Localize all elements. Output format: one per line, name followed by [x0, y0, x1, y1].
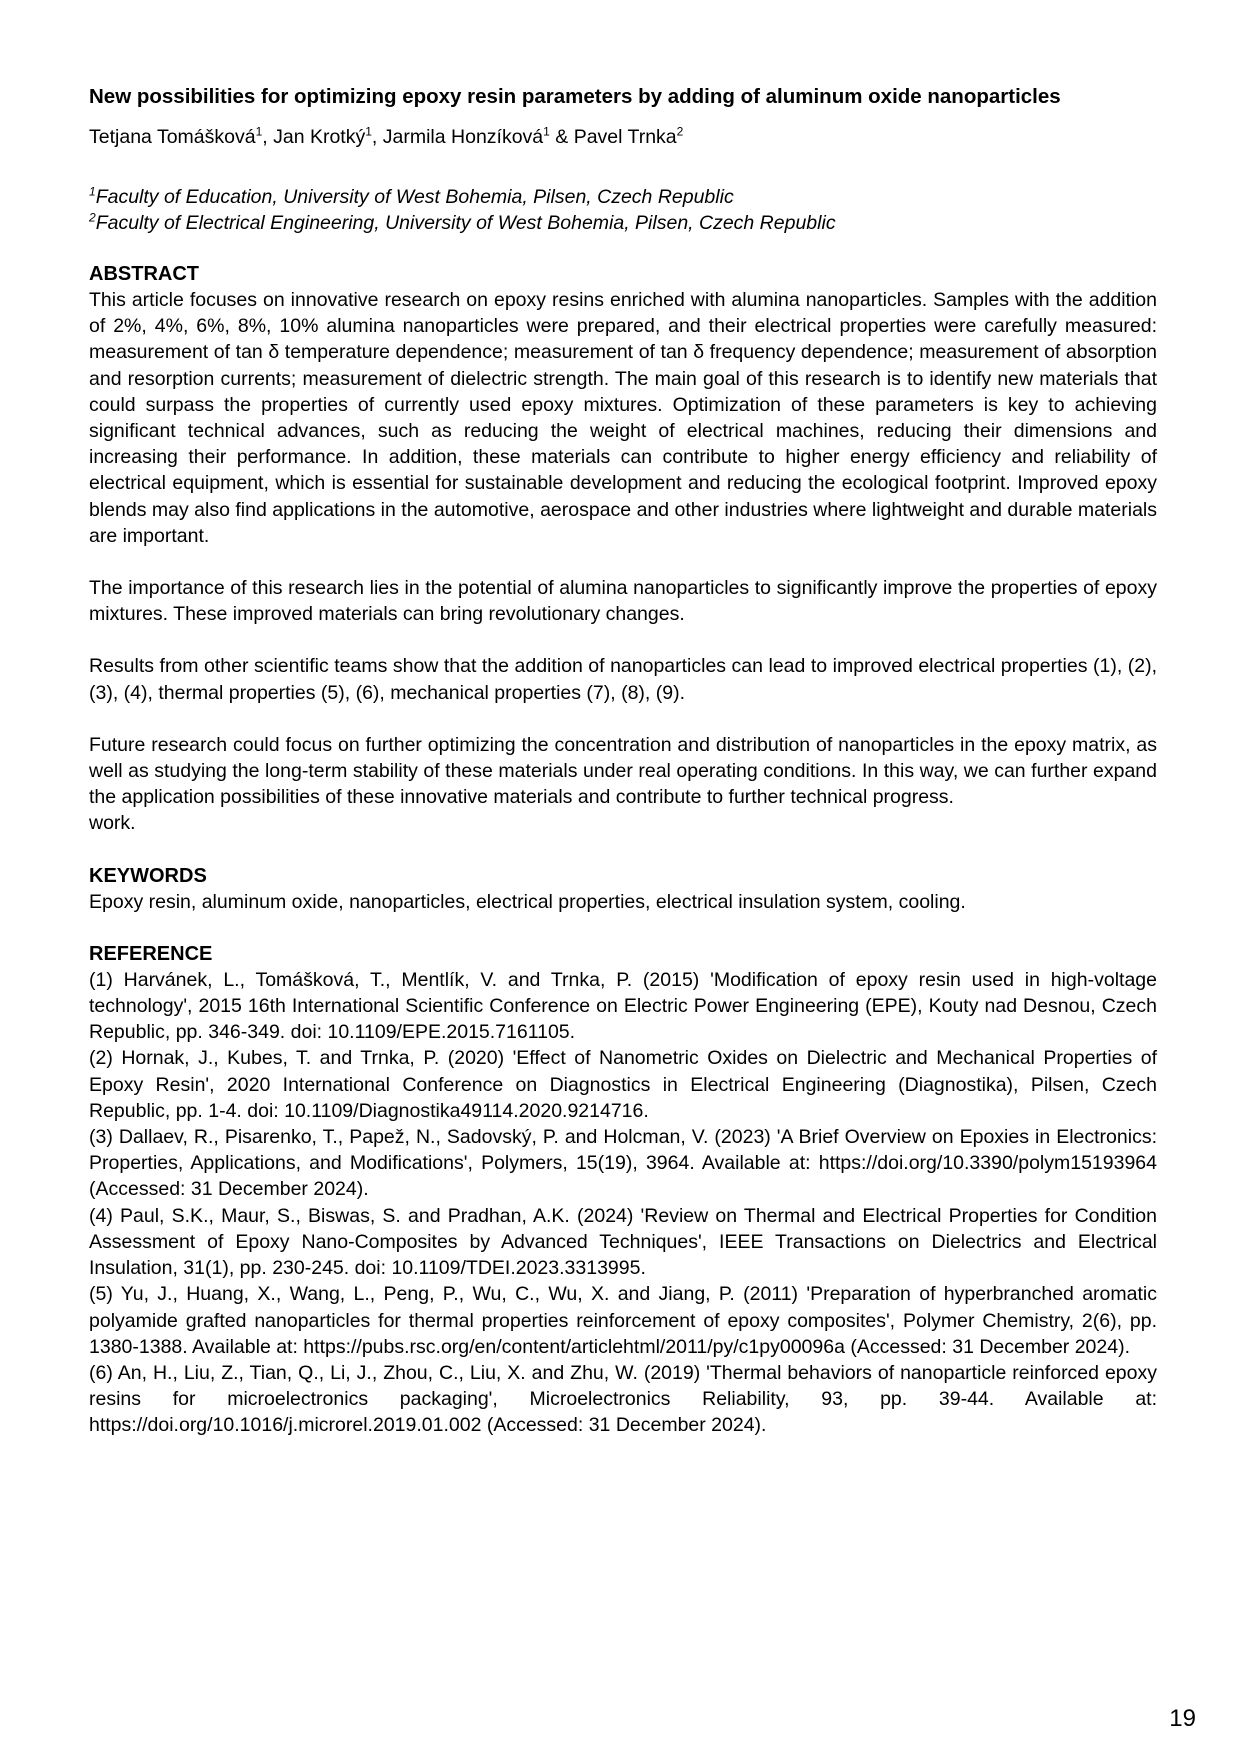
affiliation-line	[89, 210, 1157, 236]
author-separator: ,	[371, 126, 383, 148]
reference-item: (6) An, H., Liu, Z., Tian, Q., Li, J., Zhou, C., Liu, X. and Zhu, W. (2019) 'Thermal behaviors of nanoparticle reinforced epoxy resins for microelectronics packaging', Microelectronics Reliability, 93, pp. 39-44. Available at: https://doi.org/10.1016/j.microrel.2019.01.002 (Accessed: 31 December 2024).	[89, 1361, 1157, 1437]
affiliation-line	[89, 184, 1157, 210]
author-name: Pavel Trnka	[573, 126, 677, 148]
abstract-paragraph: The importance of this research lies in the potential of alumina nanoparticles to significantly improve the properties of epoxy mixtures. These improved materials can bring revolutionary changes.	[89, 577, 1157, 626]
author-list	[89, 124, 1157, 150]
abstract-paragraph: Results from other scientific teams show that the addition of nanoparticles can lead to improved electrical properties (1), (2), (3), (4), thermal properties (5), (6), mechanical properties (7), (8), (9).	[89, 655, 1157, 704]
abstract-paragraph: This article focuses on innovative research on epoxy resins enriched with alumina nanoparticles. Samples with the addition of 2%, 4%, 6%, 8%, 10% alumina nanoparticles were prepared, and their electrical properties were carefully measured: measurement of tan δ temperature dependence; measurement of tan δ frequency dependence; measurement of absorption and resorption currents; measurement of dielectric strength. The main goal of this research is to identify new materials that could surpass the properties of currently used epoxy mixtures. Optimization of these parameters is key to achieving significant technical advances, such as reducing the weight of electrical machines, reducing their dimensions and increasing their performance. In addition, these materials can contribute to higher energy efficiency and reliability of electrical equipment, which is essential for sustainable development and reducing the ecological footprint. Improved epoxy blends may also find applications in the automotive, aerospace and other industries where lightweight and durable materials are important.	[89, 289, 1157, 547]
reference-item: (5) Yu, J., Huang, X., Wang, L., Peng, P., Wu, C., Wu, X. and Jiang, P. (2011) 'Preparation of hyperbranched aromatic polyamide grafted nanoparticles for thermal properties reinforcement of epoxy composites', Polymer Chemistry, 2(6), pp. 1380-1388. Available at: https://pubs.rsc.org/en/content/articlehtml/2011/py/c1py00096a (Accessed: 31 December 2024).	[89, 1283, 1157, 1358]
paper-title: New possibilities for optimizing epoxy resin parameters by adding of aluminum oxide nanoparticles	[89, 85, 1061, 108]
abstract-heading: ABSTRACT	[89, 263, 199, 285]
abstract-trailing-line: work.	[89, 812, 136, 835]
affiliation-mark: 1	[89, 184, 96, 199]
affiliation-mark: 2	[89, 210, 96, 225]
affiliation-list	[89, 184, 1157, 236]
page-number: 19	[1169, 1705, 1196, 1732]
author-separator: &	[549, 126, 574, 148]
author-affiliation-mark: 1	[255, 124, 263, 139]
reference-item: (2) Hornak, J., Kubes, T. and Trnka, P. (2020) 'Effect of Nanometric Oxides on Dielectric and Mechanical Properties of Epoxy Resin', 2020 International Conference on Diagnostics in Electrical Engineering (Diagnostika), Pilsen, Czech Republic, pp. 1-4. doi: 10.1109/Diagnostika49114.2020.9214716.	[89, 1047, 1157, 1122]
reference-item: (1) Harvánek, L., Tomášková, T., Mentlík, V. and Trnka, P. (2015) 'Modification of epoxy resin used in high-voltage technology', 2015 16th International Scientific Conference on Electric Power Engineering (EPE), Kouty nad Desnou, Czech Republic, pp. 346-349. doi: 10.1109/EPE.2015.7161105.	[89, 968, 1157, 1044]
author-name: Jarmila Honzíková	[382, 126, 544, 148]
author-name: Jan Krotký	[273, 126, 366, 148]
author-affiliation-mark: 1	[543, 124, 550, 139]
affiliation-text: Faculty of Electrical Engineering, University of West Bohemia, Pilsen, Czech Republic	[95, 212, 836, 234]
author-affiliation-mark: 1	[365, 124, 372, 139]
reference-item: (4) Paul, S.K., Maur, S., Biswas, S. and Pradhan, A.K. (2024) 'Review on Thermal and Electrical Properties for Condition Assessment of Epoxy Nano-Composites by Advanced Techniques', IEEE Transactions on Dielectrics and Electrical Insulation, 31(1), pp. 230-245. doi: 10.1109/TDEI.2023.3313995.	[89, 1204, 1157, 1280]
reference-item: (3) Dallaev, R., Pisarenko, T., Papež, N., Sadovský, P. and Holcman, V. (2023) 'A Brief Overview on Epoxies in Electronics: Properties, Applications, and Modifications', Polymers, 15(19), 3964. Available at: https://doi.org/10.3390/polym15193964 (Accessed: 31 December 2024).	[89, 1126, 1157, 1201]
keywords-heading: KEYWORDS	[89, 864, 207, 887]
references-heading: REFERENCE	[89, 942, 213, 965]
abstract-paragraph: Future research could focus on further optimizing the concentration and distribution of nanoparticles in the epoxy matrix, as well as studying the long-term stability of these materials under real operating conditions. In this way, we can further expand the application possibilities of these innovative materials and contribute to further technical progress.	[89, 733, 1157, 809]
author-name: Tetjana Tomášková	[89, 126, 256, 148]
keywords-text: Epoxy resin, aluminum oxide, nanoparticles, electrical properties, electrical insulation system, cooling.	[89, 890, 966, 913]
paper-page	[89, 84, 1157, 1439]
author-separator: ,	[262, 126, 274, 148]
reference-list	[89, 967, 1157, 1439]
author-affiliation-mark: 2	[676, 124, 684, 139]
affiliation-text: Faculty of Education, University of West Bohemia, Pilsen, Czech Republic	[95, 186, 734, 208]
